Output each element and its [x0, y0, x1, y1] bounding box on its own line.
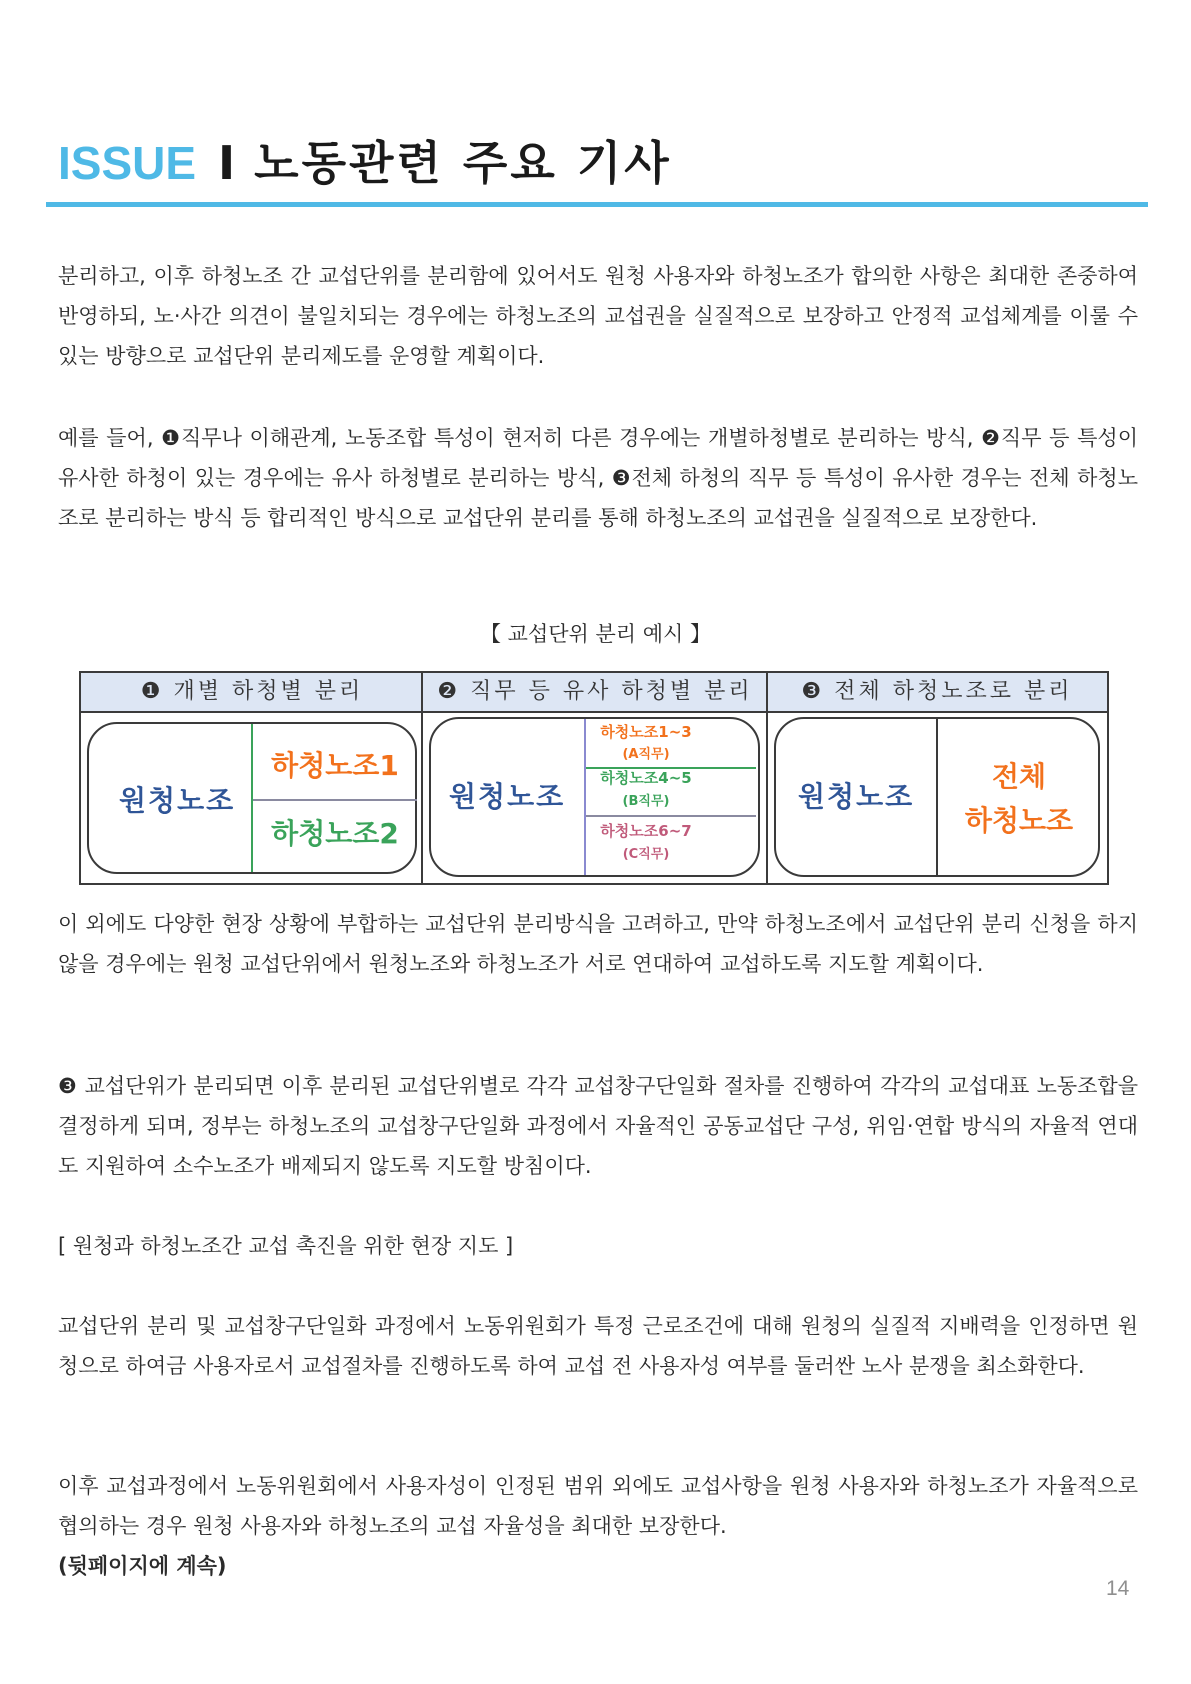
- header-title: [58, 128, 672, 198]
- prime-union-label: 원청노조: [449, 780, 566, 813]
- union-box: [429, 717, 760, 877]
- header-main-title: 노동관련 주요 기사: [254, 136, 672, 190]
- paragraph-2: 예를 들어, ❶직무나 이해관계, 노동조합 특성이 현저히 다른 경우에는 개별하청별로 분리하는 방식, ❷직무 등 특성이 유사한 하청이 있는 경우에는 유사 하청별로 분리하는 방식, ❸전체 하청의 직무 등 특성이 유사한 경우는 전체 하청노조로 분리하는 방식 등 합리적인 방식으로 교섭단위 분리를 통해 하청노조의 교섭권을 실질적으로 보장한다.: [58, 426, 1138, 530]
- figure-caption: 【 교섭단위 분리 예시 】: [480, 622, 711, 646]
- table-header-similar: ❷ 직무 등 유사 하청별 분리: [437, 679, 753, 704]
- paragraph-1: 분리하고, 이후 하청노조 간 교섭단위를 분리함에 있어서도 원청 사용자와 하청노조가 합의한 사항은 최대한 존중하여 반영하되, 노·사간 의견이 불일치되는 경우에는 하청노조의 교섭권을 실질적으로 보장하고 안정적 교섭체계를 이룰 수 있는 방향으로 교섭단위 분리제도를 운영할 계획이다.: [58, 264, 1138, 368]
- cell-whole: [768, 713, 1107, 883]
- page-header: [46, 128, 1148, 208]
- prime-union-label: 원청노조: [119, 784, 236, 817]
- paragraph-4: ❸ 교섭단위가 분리되면 이후 분리된 교섭단위별로 각각 교섭창구단일화 절차를 진행하여 각각의 교섭대표 노동조합을 결정하게 되며, 정부는 하청노조의 교섭창구단일화 과정에서 자율적인 공동교섭단 구성, 위임·연합 방식의 자율적 연대도 지원하여 소수노조가 배제되지 않도록 지도할 방침이다.: [58, 1074, 1138, 1178]
- sub-union-group-b-duty: (B직무): [622, 794, 670, 809]
- header-rule: [46, 202, 1148, 207]
- sub-union-group-b-label: 하청노조4~5: [600, 769, 692, 787]
- header-issue-label: ISSUE: [58, 137, 197, 189]
- split-line: [253, 799, 417, 801]
- section-heading: [ 원청과 하청노조간 교섭 촉진을 위한 현장 지도 ]: [58, 1234, 514, 1258]
- table-header-row: [81, 673, 1107, 713]
- sub-union-group-c-label: 하청노조6~7: [600, 822, 692, 840]
- prime-union-label: 원청노조: [798, 780, 915, 813]
- page-number: 14: [1106, 1577, 1130, 1600]
- union-box: [774, 717, 1100, 877]
- whole-sub-union-label-line-2: 하청노조: [964, 804, 1074, 837]
- sub-union-group-a-duty: (A직무): [622, 747, 670, 762]
- paragraph-3: 이 외에도 다양한 현장 상황에 부합하는 교섭단위 분리방식을 고려하고, 만약 하청노조에서 교섭단위 분리 신청을 하지 않을 경우에는 원청 교섭단위에서 원청노조와 하청노조가 서로 연대하여 교섭하도록 지도할 계획이다.: [58, 912, 1138, 976]
- table-header-individual: ❶ 개별 하청별 분리: [140, 679, 364, 704]
- header-separator: I: [218, 136, 237, 190]
- cell-individual: [81, 713, 421, 883]
- split-line: [586, 815, 756, 817]
- cell-similar: [423, 713, 766, 883]
- sub-union-2-label: 하청노조2: [271, 817, 399, 850]
- sub-union-group-c-duty: (C직무): [622, 847, 670, 862]
- paragraph-6: 교섭단위 분리 및 교섭창구단일화 과정에서 노동위원회가 특정 근로조건에 대해 원청의 실질적 지배력을 인정하면 원청으로 하여금 사용자로서 교섭절차를 진행하도록 하여 교섭 전 사용자성 여부를 둘러싼 노사 분쟁을 최소화한다.: [58, 1314, 1138, 1378]
- whole-sub-union-label-line-1: 전체: [991, 760, 1047, 793]
- union-box: [87, 722, 417, 874]
- sub-union-1-label: 하청노조1: [271, 749, 399, 782]
- continued-note: (뒷페이지에 계속): [58, 1554, 227, 1578]
- split-line: [936, 719, 938, 875]
- bargaining-unit-table: [79, 671, 1109, 885]
- sub-union-group-a-label: 하청노조1~3: [600, 723, 692, 741]
- paragraph-7: 이후 교섭과정에서 노동위원회에서 사용자성이 인정된 범위 외에도 교섭사항을 원청 사용자와 하청노조가 자율적으로 협의하는 경우 원청 사용자와 하청노조의 교섭 자율성을 최대한 보장한다.: [58, 1474, 1138, 1538]
- table-header-whole: ❸ 전체 하청노조로 분리: [801, 679, 1073, 704]
